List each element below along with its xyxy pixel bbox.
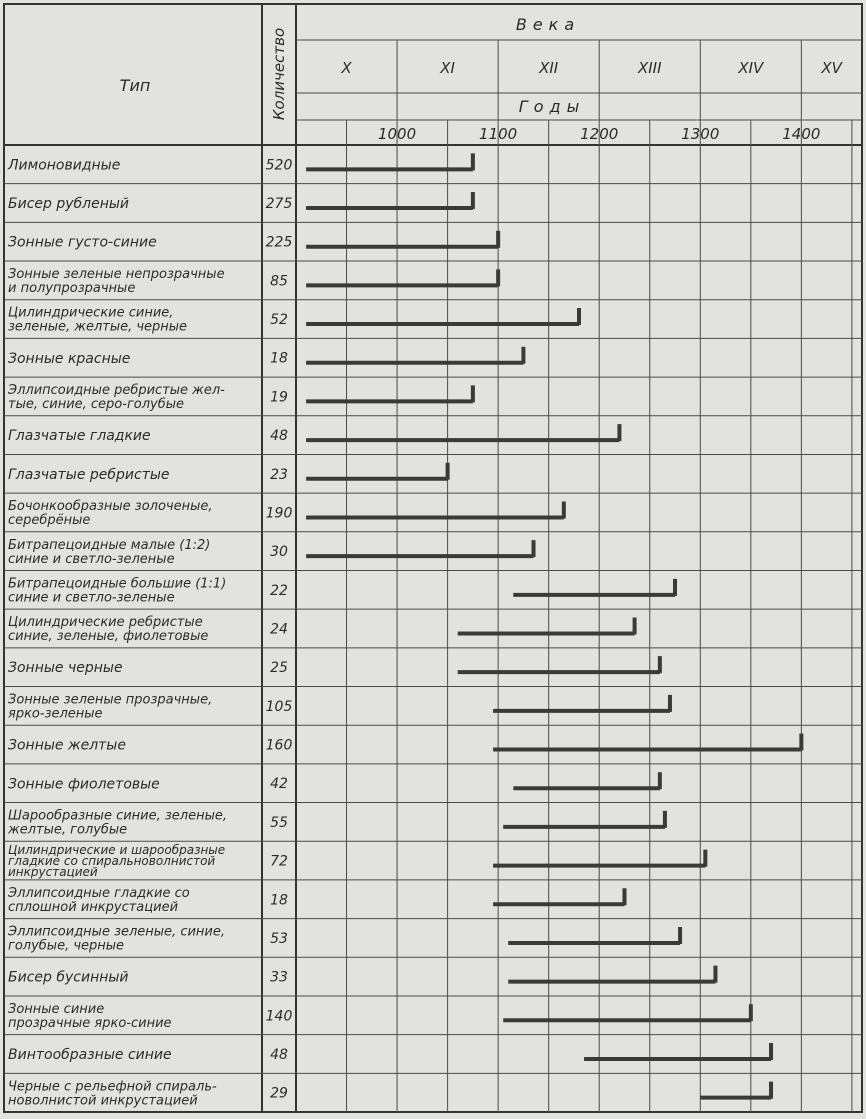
- row-count: 30: [270, 544, 288, 561]
- table-row: [4, 648, 862, 676]
- type-column-header: Тип: [119, 76, 151, 95]
- row-count: 275: [265, 196, 293, 213]
- row-count: 140: [265, 1008, 293, 1025]
- row-bar: [493, 695, 670, 712]
- row-type-label: Эллипсоидные гладкие со: [8, 885, 190, 901]
- year-grid: [347, 40, 852, 1112]
- row-count: 55: [270, 814, 288, 831]
- row-count: 48: [270, 1046, 288, 1063]
- table-row: [4, 261, 862, 296]
- table-row: [4, 338, 862, 366]
- table-row: [4, 454, 862, 482]
- row-count: 18: [270, 892, 288, 909]
- row-type-label: Цилиндрические и шарообразные: [8, 842, 226, 857]
- table-row: [4, 687, 862, 722]
- row-type-label: Зонные желтые: [8, 737, 126, 754]
- table-row: [4, 764, 862, 792]
- table-row: [4, 222, 862, 250]
- row-count: 19: [270, 389, 288, 406]
- row-count: 225: [265, 234, 293, 251]
- century-label-XV: XV: [821, 59, 842, 77]
- row-type-label: новолнистой инкрустацией: [8, 1093, 198, 1109]
- row-bar: [306, 424, 619, 441]
- table-row: [4, 377, 862, 412]
- year-tick-1300: 1300: [681, 125, 720, 143]
- row-type-label: Лимоновидные: [8, 157, 121, 174]
- row-bar: [508, 966, 715, 983]
- table-row: [4, 803, 862, 838]
- row-count: 160: [265, 737, 293, 754]
- row-type-label: Винтообразные синие: [8, 1047, 172, 1064]
- row-bar: [508, 927, 680, 944]
- row-count: 42: [270, 776, 288, 793]
- row-count: 29: [270, 1085, 288, 1102]
- year-tick-1100: 1100: [479, 125, 518, 143]
- row-count: 22: [270, 582, 288, 599]
- row-type-label: Черные с рельефной спираль-: [8, 1079, 217, 1095]
- century-label-X: X: [341, 59, 352, 77]
- row-count: 190: [265, 505, 293, 522]
- row-type-label: тые, синие, серо-голубые: [8, 397, 185, 413]
- row-type-label: гладкие со спиральноволнистой: [8, 853, 216, 868]
- row-bar: [306, 269, 498, 286]
- row-bar: [458, 656, 660, 673]
- row-type-label: ярко-зеленые: [8, 706, 103, 722]
- row-type-label: Цилиндрические ребристые: [8, 615, 203, 631]
- table-row: [4, 532, 862, 567]
- row-type-label: Эллипсоидные зеленые, синие,: [8, 924, 225, 940]
- year-tick-1400: 1400: [782, 125, 821, 143]
- row-type-label: Шарообразные синие, зеленые,: [8, 808, 227, 824]
- years-header: Годы: [518, 97, 586, 116]
- centuries-header: Века: [515, 15, 581, 34]
- row-bar: [700, 1082, 771, 1099]
- row-bar: [306, 463, 448, 480]
- table-row: [4, 570, 862, 605]
- row-type-label: и полупрозрачные: [8, 281, 136, 297]
- row-count: 23: [270, 466, 288, 483]
- row-type-label: Бисер бусинный: [8, 969, 129, 986]
- row-type-label: Зонные зеленые непрозрачные: [8, 267, 225, 283]
- row-type-label: Зонные красные: [8, 350, 131, 367]
- row-bar: [493, 734, 801, 751]
- row-bar: [584, 1043, 771, 1060]
- table-row: [4, 880, 862, 915]
- row-bar: [503, 1004, 751, 1021]
- row-type-label: Глазчатые гладкие: [8, 428, 151, 445]
- table-row: [4, 725, 862, 753]
- row-type-label: Цилиндрические синие,: [8, 305, 174, 321]
- row-type-label: Битрапецоидные малые (1:2): [8, 537, 211, 553]
- row-type-label: Бочонкообразные золоченые,: [8, 499, 213, 515]
- row-count: 72: [270, 853, 288, 870]
- row-bar: [306, 540, 533, 557]
- row-type-label: синие, зеленые, фиолетовые: [8, 629, 209, 645]
- count-column-header: Количество: [270, 27, 288, 121]
- row-count: 24: [270, 621, 288, 638]
- table-row: [4, 184, 862, 212]
- row-count: 18: [270, 350, 288, 367]
- table-row: [4, 609, 862, 644]
- row-count: 85: [270, 273, 288, 290]
- row-type-label: серебрёные: [8, 513, 91, 529]
- year-tick-1000: 1000: [377, 125, 417, 143]
- row-type-label: синие и светло-зеленые: [8, 590, 175, 606]
- row-bar: [503, 811, 665, 828]
- century-label-XIII: XIII: [637, 59, 662, 77]
- table-row: [7, 153, 473, 173]
- year-tick-labels: [378, 125, 820, 143]
- header-labels: [120, 15, 586, 120]
- row-count: 33: [270, 969, 288, 986]
- row-type-label: голубые, черные: [8, 938, 125, 954]
- row-count: 520: [265, 157, 293, 174]
- row-type-label: сплошной инкрустацией: [8, 899, 179, 915]
- table-row: [4, 957, 862, 985]
- row-bar: [306, 501, 564, 518]
- row-type-label: Зонные синие: [8, 1001, 105, 1017]
- row-type-label: желтые, голубые: [8, 822, 128, 838]
- row-type-label: зеленые, желтые, черные: [8, 319, 188, 335]
- row-type-label: Эллипсоидные ребристые жел-: [8, 383, 225, 399]
- row-count: 48: [270, 428, 288, 445]
- row-type-label: Зонные черные: [8, 660, 123, 677]
- row-bar: [306, 347, 523, 364]
- row-bar: [458, 618, 635, 635]
- century-label-XI: XI: [440, 59, 455, 77]
- row-count: 105: [265, 698, 293, 715]
- table-row: [4, 841, 862, 879]
- row-type-label: Зонные фиолетовые: [8, 776, 160, 793]
- row-bar: [306, 308, 579, 325]
- table-row: [4, 300, 862, 335]
- row-type-label: синие и светло-зеленые: [8, 551, 175, 567]
- row-bar: [493, 888, 624, 905]
- century-label-XIV: XIV: [738, 59, 764, 77]
- table-row: [4, 1035, 862, 1063]
- century-label-XII: XII: [539, 59, 559, 77]
- row-count: 25: [270, 660, 288, 677]
- row-count: 52: [270, 312, 288, 329]
- rows: [4, 153, 862, 1108]
- row-type-label: инкрустацией: [8, 864, 98, 879]
- table-row: [4, 493, 862, 528]
- row-type-label: Зонные зеленые прозрачные,: [8, 692, 213, 708]
- table-row: [4, 416, 862, 444]
- table-row: [4, 919, 862, 954]
- row-type-label: прозрачные ярко-синие: [8, 1015, 172, 1031]
- row-type-label: Бисер рубленый: [8, 196, 130, 213]
- century-labels: [340, 59, 843, 77]
- row-type-label: Зонные густо-синие: [8, 234, 157, 251]
- row-type-label: Глазчатые ребристые: [8, 466, 170, 483]
- row-type-label: Битрапецоидные большие (1:1): [8, 576, 227, 592]
- row-bar: [306, 231, 498, 248]
- year-tick-1200: 1200: [580, 125, 619, 143]
- table-row: [4, 1073, 862, 1108]
- row-bar: [513, 579, 675, 596]
- row-count: 53: [270, 930, 288, 947]
- table-row: [4, 996, 862, 1031]
- row-bar: [513, 772, 660, 789]
